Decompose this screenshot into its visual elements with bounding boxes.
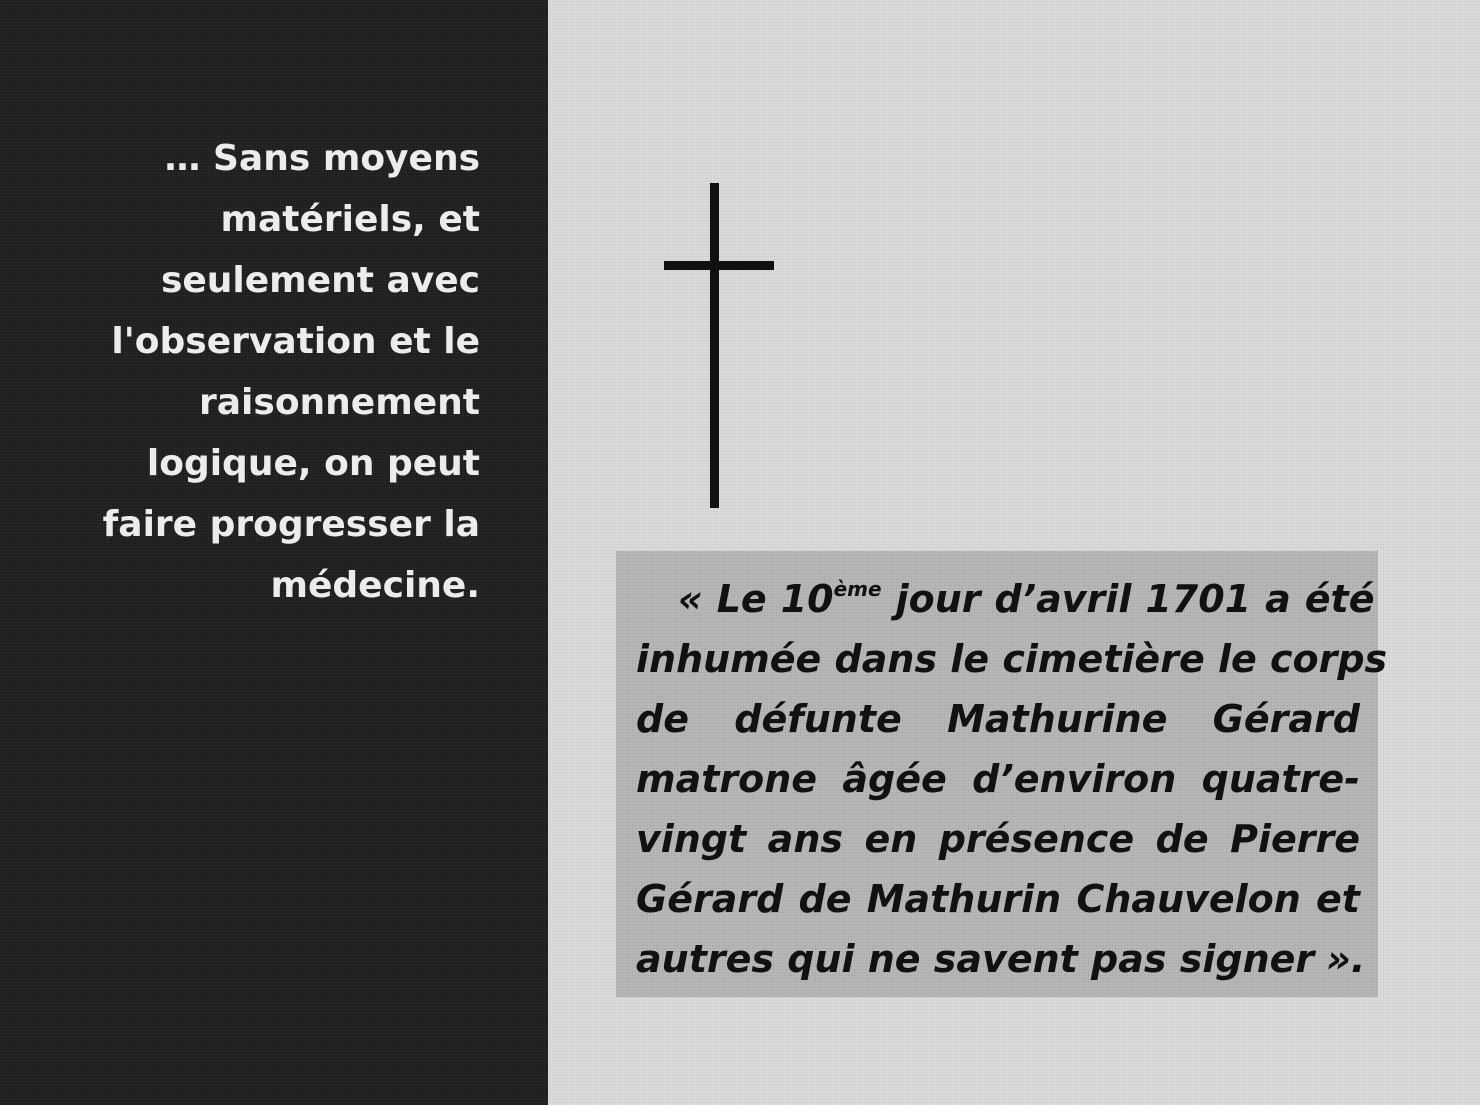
epitaph-word: Le xyxy=(716,577,767,621)
epitaph-word: âgée xyxy=(842,757,947,801)
epitaph-word: de xyxy=(636,697,689,741)
epitaph-word: quatre- xyxy=(1201,757,1360,801)
epitaph-word: présence xyxy=(938,817,1135,861)
epitaph-word: Gérard xyxy=(636,877,784,921)
epitaph-word: en xyxy=(864,817,918,861)
epitaph-word: d’environ xyxy=(972,757,1177,801)
epitaph-word: ans xyxy=(767,817,843,861)
burial-record-box xyxy=(616,551,1388,997)
epitaph-word: de xyxy=(1155,817,1209,861)
epitaph-word: Mathurine xyxy=(947,697,1168,741)
dark-side-panel xyxy=(0,0,548,1105)
epitaph-word: a xyxy=(1265,577,1291,621)
epitaph-word: et xyxy=(1316,877,1360,921)
epitaph-word: de xyxy=(798,877,852,921)
close-quote-mark: ». xyxy=(1326,937,1366,981)
epitaph-line-5 xyxy=(636,809,1360,869)
epitaph-line-1 xyxy=(636,569,1375,629)
side-quote: … Sans moyens matériels, et seulement avec l'observation et le raisonnement logique, on peut faire progresser la médecine. xyxy=(102,138,480,606)
epitaph-words: autres qui ne savent pas signer xyxy=(636,937,1315,981)
epitaph-year: 1701 xyxy=(1145,577,1252,621)
epitaph-word: Pierre xyxy=(1230,817,1360,861)
epitaph-word: Chauvelon xyxy=(1076,877,1301,921)
open-quote-mark: « xyxy=(678,577,703,621)
epitaph-line-2 xyxy=(636,629,1388,689)
epitaph-word: Gérard xyxy=(1212,697,1360,741)
epitaph-word: d’avril xyxy=(994,577,1132,621)
epitaph-line-3 xyxy=(636,689,1360,749)
epitaph-word: inhumée dans le cimetière le corps xyxy=(636,637,1388,681)
ordinal-suffix: ème xyxy=(833,577,882,601)
epitaph-word: Mathurin xyxy=(866,877,1062,921)
cross-vertical-bar xyxy=(710,183,719,508)
epitaph-date-day: 10ème xyxy=(780,577,882,621)
epitaph-word: jour xyxy=(895,577,981,621)
epitaph-word: vingt xyxy=(636,817,747,861)
cross-horizontal-bar xyxy=(664,261,774,270)
epitaph-line-4 xyxy=(636,749,1360,809)
epitaph-word: matrone xyxy=(636,757,818,801)
epitaph-word: été xyxy=(1304,577,1375,621)
epitaph-line-last xyxy=(636,929,1366,989)
epitaph-word: défunte xyxy=(734,697,902,741)
epitaph-line-6 xyxy=(636,869,1360,929)
